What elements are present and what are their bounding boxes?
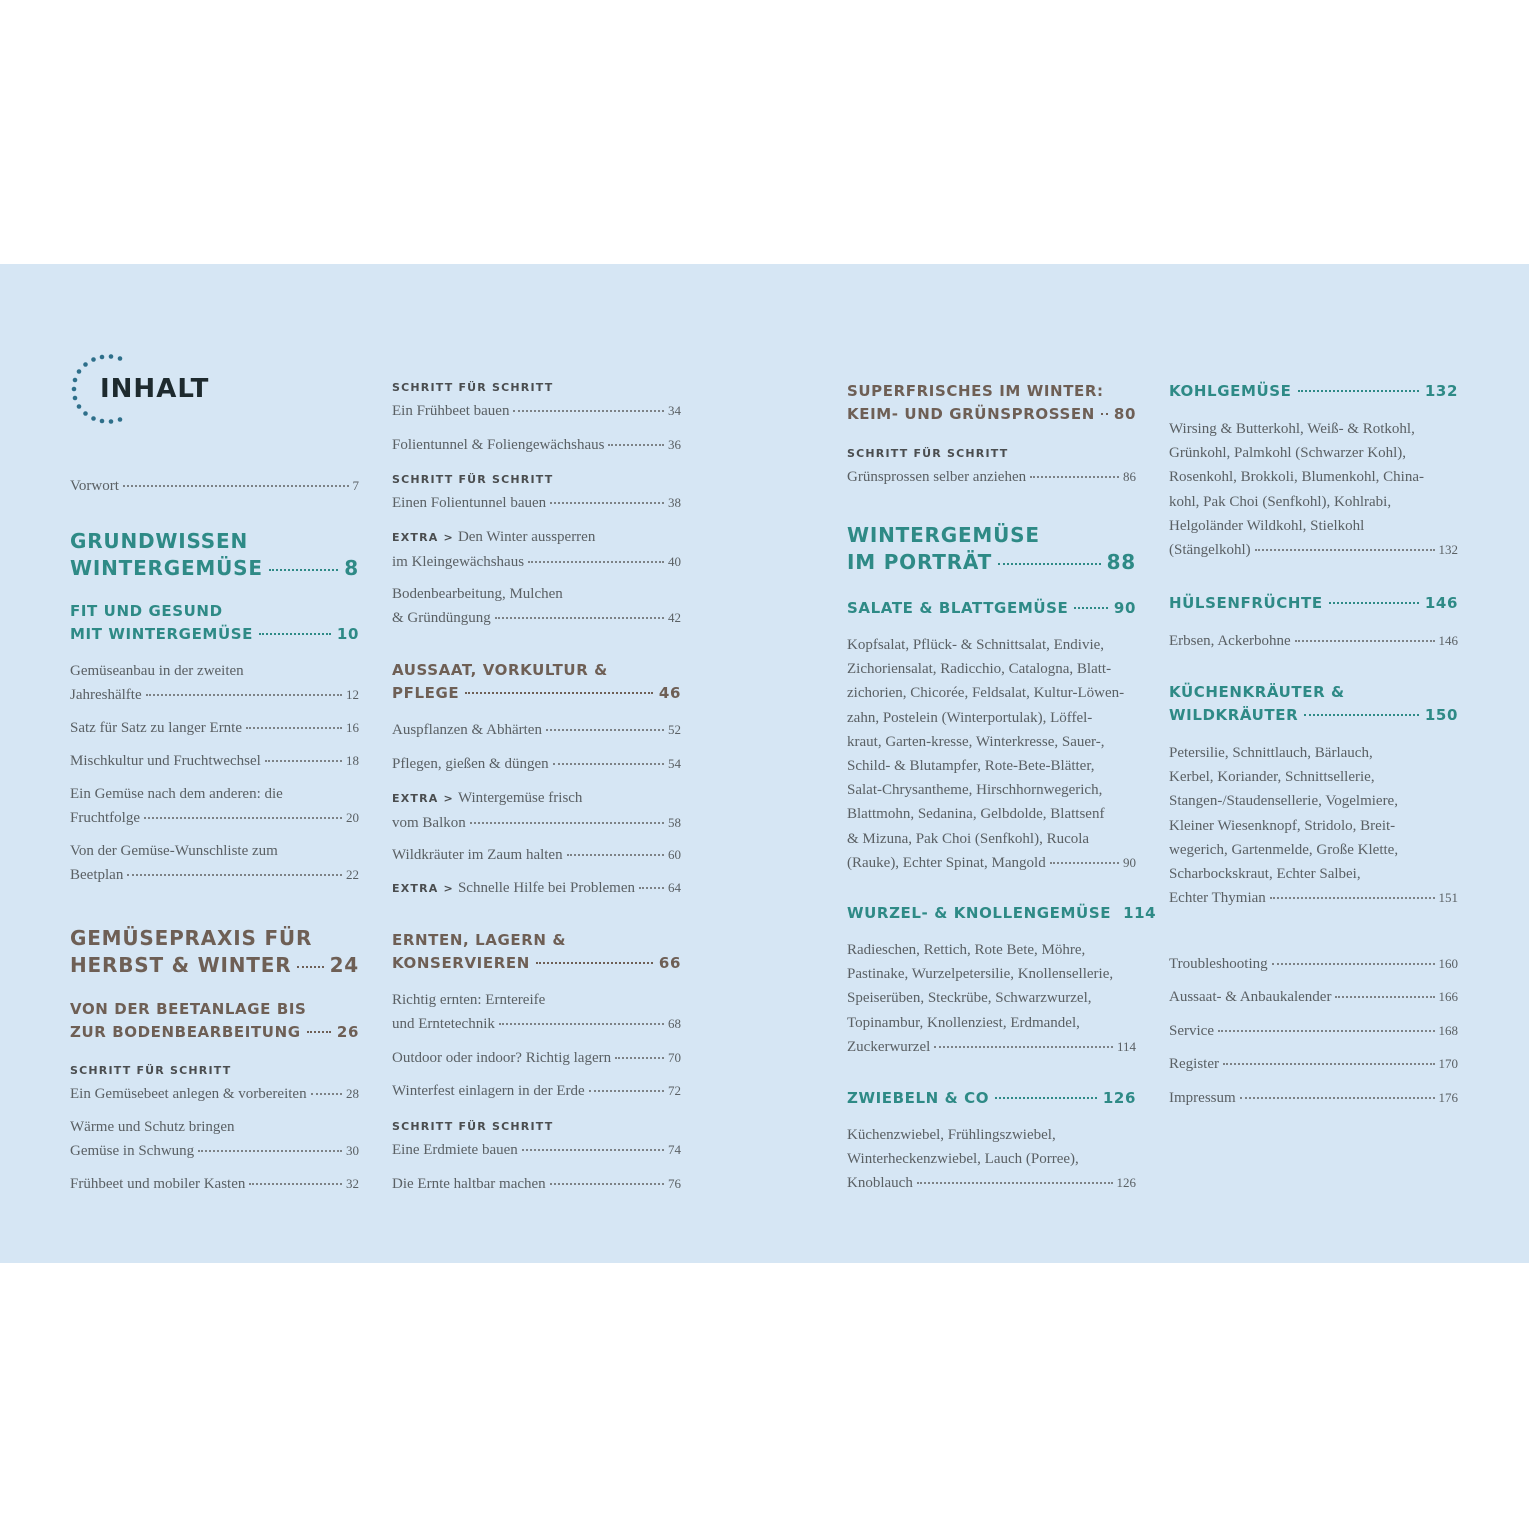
page-number: 8 (344, 556, 359, 580)
page-number: 70 (668, 1050, 681, 1065)
list-line: Petersilie, Schnittlauch, Bärlauch, (1169, 745, 1373, 761)
page-number: 64 (668, 880, 681, 895)
list-line: Helgoländer Wildkohl, Stielkohl (1169, 517, 1365, 534)
list-line: Winterheckenzwiebel, Lauch (Porree), (847, 1151, 1079, 1168)
list-line: Küchenzwiebel, Frühlingszwiebel, (847, 1127, 1056, 1143)
dot-leader (499, 1023, 664, 1025)
dot-leader (1030, 476, 1119, 478)
toc-entry-impressum[interactable] (1169, 1086, 1458, 1110)
kohl-list[interactable] (1169, 417, 1458, 562)
entry-title: Troubleshooting (1169, 956, 1268, 972)
toc-entry-extra[interactable] (392, 786, 681, 835)
list-last-line (847, 1171, 1136, 1195)
list-line: Schild- & Blutampfer, Rote-Bete-Blätter, (847, 758, 1095, 775)
page-number: 74 (668, 1142, 681, 1157)
toc-entry[interactable] (70, 716, 359, 740)
toc-entry-register[interactable] (1169, 1052, 1458, 1076)
dot-leader (639, 887, 664, 889)
page-number: 132 (1438, 542, 1458, 558)
dot-leader (249, 1183, 342, 1185)
section-title-line: KOHLGEMÜSE (1169, 382, 1292, 400)
dot-leader (1298, 390, 1419, 392)
entry-title: Bodenbearbeitung, Mulchen (392, 586, 563, 602)
entry-title: & Gründüngung (392, 610, 491, 627)
entry-title: Von der Gemüse-Wunschliste zum (70, 843, 278, 859)
entry-title: (Stängelkohl) (1169, 542, 1251, 559)
salate-list[interactable] (847, 633, 1136, 875)
section-fit-und-gesund[interactable] (70, 600, 359, 646)
toc-entry[interactable] (392, 1138, 681, 1162)
toc-entry[interactable] (70, 782, 359, 830)
entry-title: Aussaat- & Anbaukalender (1169, 989, 1332, 1005)
list-line: Rosenkohl, Brokkoli, Blumenkohl, China- (1169, 469, 1424, 486)
entry-title: Den Winter aussperren (457, 529, 596, 545)
toc-entry[interactable] (70, 839, 359, 887)
dot-leader (550, 1183, 664, 1185)
dot-leader (311, 1093, 342, 1095)
page-number: 66 (658, 954, 681, 972)
dot-leader (123, 485, 349, 487)
list-line: Radieschen, Rettich, Rote Bete, Möhre, (847, 942, 1086, 958)
page-number: 160 (1438, 956, 1458, 971)
entry-title: Folientunnel & Foliengewächshaus (392, 437, 605, 453)
list-line: kraut, Garten-kresse, Winterkresse, Sauer-, (847, 733, 1105, 750)
page-number: 126 (1116, 1175, 1136, 1191)
dot-leader (1255, 549, 1435, 551)
toc-entry[interactable] (392, 752, 681, 776)
section-title-line: SALATE & BLATTGEMÜSE (847, 599, 1069, 617)
entry-title: Wintergemüse frisch (457, 790, 583, 806)
section-title-line: KEIM- UND GRÜNSPROSSEN (847, 405, 1095, 423)
dot-leader (550, 502, 664, 504)
dot-leader (1272, 963, 1435, 965)
section-huelsen[interactable] (1169, 592, 1458, 615)
toc-entry-vorwort[interactable] (70, 474, 359, 498)
toc-entry[interactable] (392, 582, 681, 630)
dot-leader (522, 1149, 664, 1151)
page-number: 146 (1438, 633, 1458, 648)
section-salate[interactable] (847, 597, 1136, 620)
list-last-line (1169, 538, 1458, 562)
list-line: Wirsing & Butterkohl, Weiß- & Rotkohl, (1169, 421, 1415, 437)
entry-title: Satz für Satz zu langer Ernte (70, 720, 243, 736)
entry-title: Die Ernte haltbar machen (392, 1176, 546, 1192)
toc-entry-troubleshooting[interactable] (1169, 952, 1458, 976)
entry-title: Frühbeet und mobiler Kasten (70, 1176, 246, 1192)
section-title-line: PFLEGE (392, 684, 460, 702)
entry-title: Auspflanzen & Abhärten (392, 722, 542, 738)
list-line: zahn, Postelein (Winterportulak), Löffel- (847, 709, 1093, 726)
entry-title: Impressum (1169, 1090, 1236, 1106)
page-number: 76 (668, 1176, 681, 1191)
chapter-title-line: WINTERGEMÜSE (847, 523, 1040, 547)
list-line: Topinambur, Knollenziest, Erdmandel, (847, 1014, 1080, 1031)
entry-title: Knoblauch (847, 1175, 913, 1192)
section-title-line: ZWIEBELN & CO (847, 1089, 990, 1107)
entry-title: Einen Folientunnel bauen (392, 495, 547, 511)
zwiebeln-list[interactable] (847, 1123, 1136, 1196)
section-title-line: KÜCHENKRÄUTER & (1169, 683, 1345, 701)
list-line: kohl, Pak Choi (Senfkohl), Kohlrabi, (1169, 493, 1392, 510)
dot-leader (127, 874, 342, 876)
page-number: 114 (1116, 1038, 1136, 1054)
dot-leader (1050, 862, 1119, 864)
page-number: 60 (668, 847, 681, 862)
page-number: 16 (346, 720, 359, 735)
list-line: Kopfsalat, Pflück- & Schnittsalat, Endivie, (847, 637, 1105, 653)
section-title-line: KONSERVIEREN (392, 954, 530, 972)
page-number: 126 (1102, 1089, 1136, 1107)
dot-leader (528, 561, 664, 563)
page-number: 150 (1424, 706, 1458, 724)
list-line: Blattmohn, Sedanina, Gelbdolde, Blattsenf (847, 806, 1105, 823)
section-ernten[interactable] (392, 929, 681, 975)
page-number: 34 (668, 403, 681, 418)
chapter-grundwissen[interactable] (70, 528, 359, 582)
section-title-line: MIT WINTERGEMÜSE (70, 625, 253, 643)
list-line: & Mizuna, Pak Choi (Senfkohl), Rucola (847, 830, 1090, 847)
step-label: SCHRITT FÜR SCHRITT (392, 381, 554, 394)
page-number: 80 (1113, 405, 1136, 423)
page-number: 40 (668, 554, 681, 570)
toc-entry[interactable] (392, 1046, 681, 1070)
dot-leader (553, 763, 664, 765)
chapter-title-line: IM PORTRÄT (847, 550, 993, 574)
entry-title: im Kleingewächshaus (392, 554, 525, 571)
list-line: Salat-Chrysantheme, Hirschhornwegerich, (847, 782, 1103, 799)
dot-leader (589, 1090, 664, 1092)
entry-title: (Rauke), Echter Spinat, Mangold (847, 854, 1046, 871)
toc-entry[interactable] (70, 659, 359, 707)
toc-title-text: INHALT (100, 374, 210, 404)
page-number: 114 (1123, 904, 1157, 922)
dot-leader (146, 694, 342, 696)
step-label: SCHRITT FÜR SCHRITT (392, 473, 554, 486)
entry-title: Beetplan (70, 867, 124, 884)
list-line: Scharbockskraut, Echter Salbei, (1169, 866, 1361, 883)
entry-title: Erbsen, Ackerbohne (1169, 633, 1291, 649)
dot-leader (1329, 602, 1419, 604)
page-number: 38 (668, 495, 681, 510)
section-title-line: WILDKRÄUTER (1169, 706, 1299, 724)
step-label: SCHRITT FÜR SCHRITT (847, 447, 1009, 460)
chapter-title-line: WINTERGEMÜSE (70, 556, 263, 580)
chapter-title-line: GRUNDWISSEN (70, 529, 249, 553)
toc-entry[interactable] (70, 1082, 359, 1106)
list-line: Kerbel, Koriander, Schnittsellerie, (1169, 769, 1375, 786)
dot-leader (198, 1150, 342, 1152)
page-number: 86 (1123, 469, 1136, 484)
page-number: 90 (1113, 599, 1136, 617)
entry-title: Eine Erdmiete bauen (392, 1142, 518, 1158)
toc-entry[interactable] (70, 1115, 359, 1163)
toc-entry-service[interactable] (1169, 1019, 1458, 1043)
page-number: 32 (346, 1176, 359, 1191)
dot-leader (1240, 1097, 1435, 1099)
dot-leader (1295, 640, 1435, 642)
toc-entry[interactable] (392, 399, 681, 423)
section-zwiebeln[interactable] (847, 1087, 1136, 1110)
entry-title: vom Balkon (392, 815, 466, 832)
entry-title: Zuckerwurzel (847, 1038, 931, 1055)
dot-leader (1101, 413, 1108, 415)
page-number: 26 (336, 1023, 359, 1041)
toc-entry[interactable] (70, 749, 359, 773)
section-title-line: HÜLSENFRÜCHTE (1169, 594, 1323, 612)
step-label: SCHRITT FÜR SCHRITT (392, 1120, 554, 1133)
dot-leader (608, 444, 664, 446)
toc-entry[interactable] (392, 491, 681, 515)
entry-title: Winterfest einlagern in der Erde (392, 1083, 585, 1099)
toc-entry[interactable] (392, 1172, 681, 1196)
list-last-line (847, 851, 1136, 875)
dot-leader (265, 760, 342, 762)
entry-title: Service (1169, 1023, 1214, 1039)
entry-title: Fruchtfolge (70, 810, 140, 827)
page-number: 46 (658, 684, 681, 702)
entry-title: Vorwort (70, 478, 119, 494)
toc-entry[interactable] (392, 988, 681, 1036)
list-line: Grünkohl, Palmkohl (Schwarzer Kohl), (1169, 445, 1407, 462)
section-title-line: SUPERFRISCHES IM WINTER: (847, 382, 1104, 400)
section-title-line: ZUR BODENBEARBEITUNG (70, 1023, 301, 1041)
entry-title: Outdoor oder indoor? Richtig lagern (392, 1050, 612, 1066)
entry-title: Jahreshälfte (70, 687, 142, 704)
entry-title: Gemüse in Schwung (70, 1143, 195, 1160)
page-number: 24 (329, 953, 359, 977)
section-kraeuter[interactable] (1169, 681, 1458, 727)
chapter-gemuesepraxis[interactable] (70, 925, 359, 979)
page-number: 166 (1438, 989, 1458, 1004)
dot-leader (465, 692, 653, 694)
page-number: 7 (352, 478, 359, 493)
step-label: SCHRITT FÜR SCHRITT (70, 1064, 232, 1077)
page-number: 151 (1438, 890, 1458, 906)
page-number: 90 (1123, 854, 1136, 870)
page-number: 72 (668, 1083, 681, 1098)
entry-title: Schnelle Hilfe bei Problemen (457, 880, 635, 896)
entry-title: Mischkultur und Fruchtwechsel (70, 753, 261, 769)
dot-leader (615, 1057, 664, 1059)
toc-entry[interactable] (392, 718, 681, 742)
dot-leader (1304, 714, 1419, 716)
list-last-line (1169, 886, 1458, 910)
dot-leader (269, 569, 338, 571)
dot-leader (546, 729, 664, 731)
entry-title: Pflegen, gießen & düngen (392, 756, 549, 772)
dot-leader (934, 1046, 1113, 1048)
extra-prefix: EXTRA > (392, 531, 454, 544)
page-number: 132 (1424, 382, 1458, 400)
entry-title: Wildkräuter im Zaum halten (392, 847, 563, 863)
dot-leader (1218, 1030, 1435, 1032)
section-wurzel[interactable] (847, 902, 1157, 925)
dot-leader (1223, 1063, 1435, 1065)
dot-leader (307, 1031, 331, 1033)
page-number: 170 (1438, 1056, 1458, 1071)
entry-title: Ein Frühbeet bauen (392, 403, 510, 419)
dot-leader (259, 633, 331, 635)
list-line: Speiserüben, Steckrübe, Schwarzwurzel, (847, 990, 1092, 1007)
dot-leader (513, 410, 664, 412)
section-title-line: WURZEL- & KNOLLENGEMÜSE (847, 904, 1112, 922)
toc-entry-extra[interactable] (392, 876, 681, 901)
dot-leader (1270, 897, 1435, 899)
wurzel-list[interactable] (847, 938, 1136, 1059)
dot-leader (917, 1182, 1113, 1184)
dot-leader (144, 817, 342, 819)
entry-title: Register (1169, 1056, 1219, 1072)
toc-entry[interactable] (392, 1079, 681, 1103)
dot-leader (567, 854, 664, 856)
toc-entry[interactable] (392, 843, 681, 867)
section-aussaat[interactable] (392, 659, 681, 705)
contents-panel (0, 264, 1529, 1263)
page-number: 36 (668, 437, 681, 452)
dot-leader (1074, 607, 1108, 609)
page-number: 168 (1438, 1023, 1458, 1038)
dot-leader (495, 617, 664, 619)
entry-title: Echter Thymian (1169, 890, 1266, 907)
page-number: 54 (668, 756, 681, 771)
section-beetanlage[interactable] (70, 998, 359, 1044)
page-number: 22 (346, 867, 359, 883)
chapter-title-line: HERBST & WINTER (70, 953, 292, 977)
section-title-line: ERNTEN, LAGERN & (392, 931, 567, 949)
page-number: 30 (346, 1143, 359, 1159)
dot-leader (995, 1097, 1097, 1099)
section-title-line: AUSSAAT, VORKULTUR & (392, 661, 608, 679)
page-number: 18 (346, 753, 359, 768)
dot-leader (998, 563, 1100, 565)
toc-entry-extra[interactable] (392, 525, 681, 574)
toc-entry-kalender[interactable] (1169, 985, 1458, 1009)
page-number: 20 (346, 810, 359, 826)
entry-title: Ein Gemüsebeet anlegen & vorbereiten (70, 1086, 307, 1102)
chapter-title-line: GEMÜSEPRAXIS FÜR (70, 926, 313, 950)
entry-title: Grünsprossen selber anziehen (847, 469, 1027, 485)
dot-leader (246, 727, 342, 729)
section-title-line: VON DER BEETANLAGE BIS (70, 1000, 307, 1018)
entry-title: Wärme und Schutz bringen (70, 1119, 235, 1135)
page-number: 28 (346, 1086, 359, 1101)
toc-entry[interactable] (392, 433, 681, 457)
list-line: wegerich, Gartenmelde, Große Klette, (1169, 841, 1399, 858)
page-number: 42 (668, 610, 681, 626)
entry-title: und Erntetechnik (392, 1016, 495, 1033)
page-number: 176 (1438, 1090, 1458, 1105)
dot-leader (470, 822, 664, 824)
chapter-wintergemuese-portrait[interactable] (847, 522, 1136, 576)
page-number: 88 (1106, 550, 1136, 574)
page-number: 12 (346, 687, 359, 703)
entry-title: Richtig ernten: Erntereife (392, 992, 546, 1008)
toc-entry[interactable] (1169, 629, 1458, 653)
dot-leader (297, 966, 323, 968)
kraeuter-list[interactable] (1169, 741, 1458, 910)
dot-leader (536, 962, 653, 964)
page-number: 10 (336, 625, 359, 643)
section-title-line: FIT UND GESUND (70, 602, 223, 620)
list-line: Pastinake, Wurzelpetersilie, Knollensellerie, (847, 966, 1114, 983)
list-line: Zichoriensalat, Radicchio, Catalogna, Blatt- (847, 661, 1112, 678)
page-number: 52 (668, 722, 681, 737)
list-last-line (847, 1035, 1136, 1059)
dot-leader (1335, 996, 1434, 998)
extra-prefix: EXTRA > (392, 792, 454, 805)
toc-entry[interactable] (70, 1172, 359, 1196)
list-line: zichorien, Chicorée, Feldsalat, Kultur-Löwen- (847, 685, 1125, 702)
page-number: 146 (1424, 594, 1458, 612)
toc-entry[interactable] (847, 465, 1136, 489)
section-kohl[interactable] (1169, 380, 1458, 403)
entry-title: Gemüseanbau in der zweiten (70, 663, 244, 679)
list-line: Stangen-/Staudensellerie, Vogelmiere, (1169, 793, 1398, 810)
section-superfrisches[interactable] (847, 380, 1136, 426)
page-number: 58 (668, 815, 681, 831)
extra-prefix: EXTRA > (392, 882, 454, 895)
entry-title: Ein Gemüse nach dem anderen: die (70, 786, 283, 802)
list-line: Kleiner Wiesenknopf, Stridolo, Breit- (1169, 817, 1396, 834)
page-number: 68 (668, 1016, 681, 1032)
toc-title (70, 352, 230, 432)
